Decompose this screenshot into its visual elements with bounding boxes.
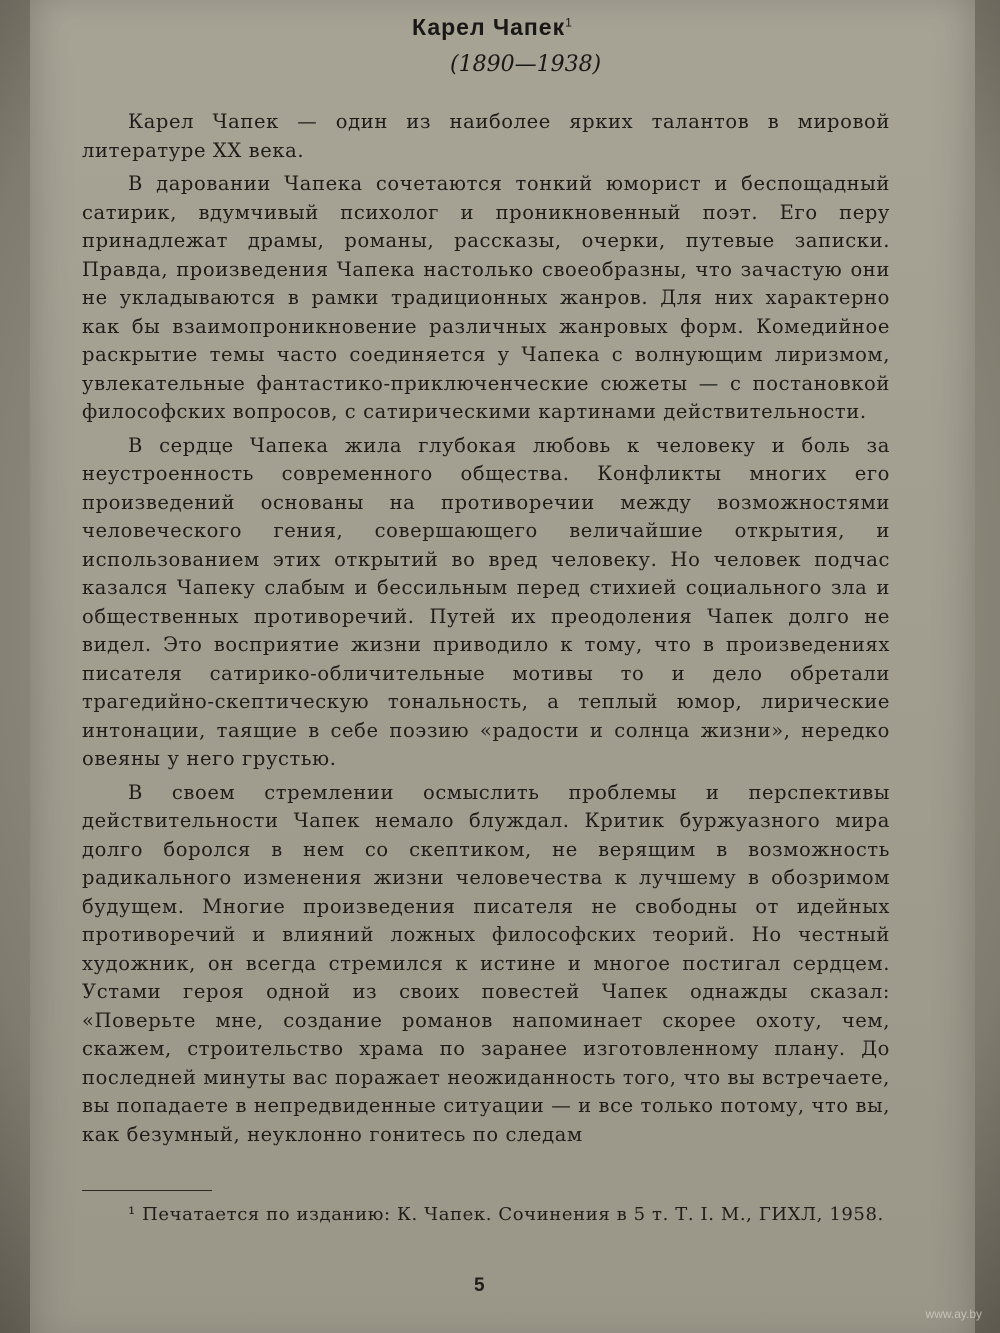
- chapter-title: [412, 14, 573, 41]
- page-number: 5: [474, 1275, 485, 1296]
- paragraph: В даровании Чапека сочетаются тонкий юморист и беспощадный сатирик, вдумчивый психолог и проникновенный поэт. Его перу принадлежат драмы, романы, рассказы, очерки, путевые записки. Правда, произведения Чапека настолько своеобразны, что зачастую они не укладываются в рамки традиционных жанров. Для них характерно как бы взаимопроникновение различных жанровых форм. Комедийное раскрытие темы часто соединяется у Чапека с волнующим лиризмом, увлекательные фантастико-приключенческие сюжеты — с постановкой философских вопросов, с сатирическими картинами действительности.: [82, 172, 890, 423]
- paragraph: В сердце Чапека жила глубокая любовь к человеку и боль за неустроенность современного общества. Конфликты многих его произведений основаны на противоречии между возможностями человеческого гения, совершающего величайшие открытия, и использованием этих открытий во вред человеку. Но человек подчас казался Чапеку слабым и бессильным перед стихией социального зла и общественных противоречий. Путей их преодоления Чапек долго не видел. Это восприятие жизни приводило к тому, что в произведениях писателя сатирико-обличительные мотивы то и дело обретали трагедийно-скептическую тональность, а теплый юмор, лирические интонации, таящие в себе поэзию «радости и солнца жизни», нередко овеяны у него грустью.: [82, 433, 890, 770]
- paragraph: В своем стремлении осмыслить проблемы и перспективы действительности Чапек немало блуждал. Критик буржуазного мира долго боролся в нем со скептиком, не верящим в возможность радикального изменения жизни человечества к лучшему в обозримом будущем. Многие произведения писателя не свободны от идейных противоречий и влияний ложных философских теорий. Но честный художник, он всегда стремился к истине и многое постигал сердцем. Устами героя одной из своих повестей Чапек однажды сказал: «Поверьте мне, создание романов напоминает скорее охоту, чем, скажем, строительство храма по заранее изготовленному плану. До последней минуты вас поражает неожиданность того, что вы встречаете, вы попадаете в непредвиденные ситуации — и все только потому, что вы, как безумный, неуклонно гонитесь по следам: [82, 780, 891, 1146]
- book-page: [30, 0, 975, 1333]
- watermark: www.ay.by: [925, 1307, 982, 1321]
- body-text: [82, 108, 890, 1154]
- chapter-title-text: Карел Чапек: [412, 14, 566, 40]
- footnote-divider: [82, 1190, 212, 1191]
- author-dates: (1890—1938): [450, 52, 602, 77]
- paragraph: Карел Чапек — один из наиболее ярких талантов в мировой литературе XX века.: [82, 110, 890, 162]
- footnote: ¹ Печатается по изданию: К. Чапек. Сочинения в 5 т. Т. I. М., ГИХЛ, 1958.: [128, 1204, 884, 1225]
- footnote-mark: 1: [565, 15, 573, 30]
